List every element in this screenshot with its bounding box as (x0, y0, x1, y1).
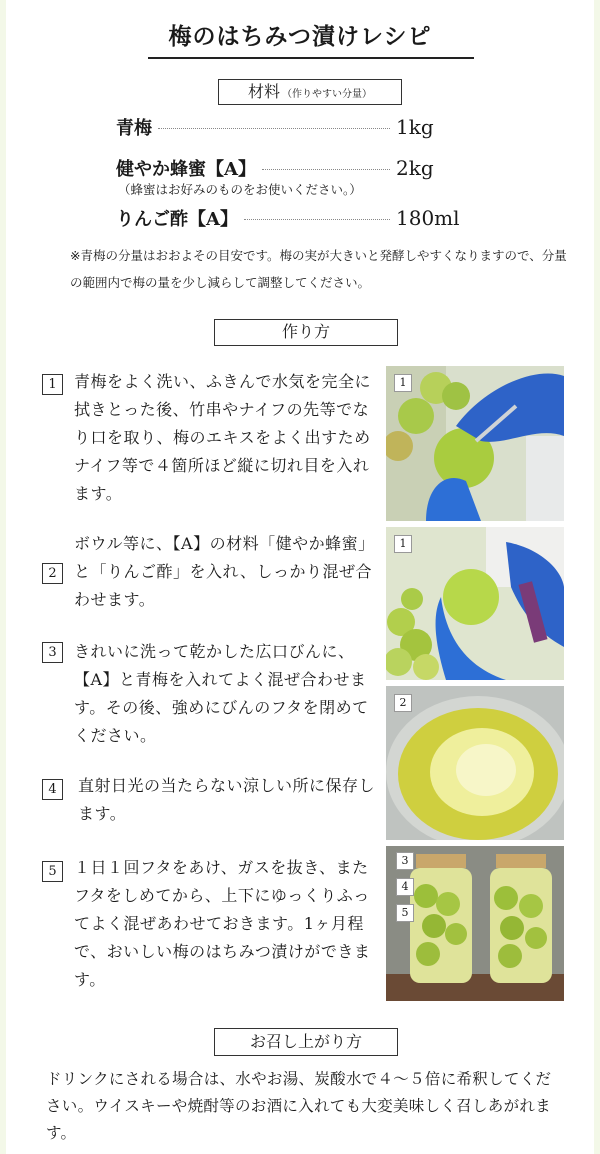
step-number: 4 (42, 779, 63, 800)
serving-heading-box (214, 1028, 398, 1056)
step-number: 3 (42, 642, 63, 663)
leader-dots (158, 128, 390, 129)
step-photo-honey-bowl (386, 686, 564, 840)
photo-label: 5 (396, 904, 414, 922)
ingredient-row (116, 155, 476, 181)
materials-heading-sub: （作りやすい分量） (282, 89, 372, 100)
photo-label: 1 (394, 374, 412, 392)
ingredient-amount: 1kg (396, 115, 434, 139)
honey-note: （蜂蜜はお好みのものをお使いください。） (118, 182, 362, 197)
serving-text: ドリンクにされる場合は、水やお湯、炭酸水で４〜５倍に希釈してください。ウイスキーや焼酎等のお酒に入れても大変美味しく召しあがれます。 (46, 1070, 552, 1142)
step-text: 直射日光の当たらない涼しい所に保存します。 (78, 776, 376, 823)
step-text: ボウル等に、【A】の材料「健やか蜂蜜」と「りんご酢」を入れ、しっかり混ぜ合わせます。 (74, 534, 372, 609)
leader-dots (244, 219, 390, 220)
step-photo-jars (386, 846, 564, 1001)
step-number: 5 (42, 861, 63, 882)
ingredient-amount: 180ml (396, 206, 460, 230)
leader-dots (262, 169, 390, 170)
method-heading: 作り方 (281, 322, 330, 341)
ingredient-amount: 2kg (396, 156, 434, 180)
page-title: 梅のはちみつ漬けレシピ (168, 23, 432, 50)
step-photo-cutting-plum (386, 366, 564, 521)
ingredient-row (116, 205, 476, 231)
step-number: 2 (42, 563, 63, 584)
ingredient-name: 健やか蜂蜜【A】 (116, 159, 256, 180)
step-photo-holding-plum (386, 527, 564, 680)
serving-heading: お召し上がり方 (249, 1032, 362, 1051)
step-number: 1 (42, 374, 63, 395)
ingredient-name: りんご酢【A】 (116, 209, 238, 230)
quantity-note: ※青梅の分量はおおよその目安です。梅の実が大きいと発酵しやすくなりますので、分量の範囲内で梅の量を少し減らして調整してください。 (70, 248, 567, 290)
step-text: きれいに洗って乾かした広口びんに、【A】と青梅を入れてよく混ぜ合わせます。その後、強めにびんのフタを閉めてください。 (74, 642, 369, 745)
photo-label: 1 (394, 535, 412, 553)
photo-label: 3 (396, 852, 414, 870)
method-heading-box (214, 319, 398, 346)
step-text: 青梅をよく洗い、ふきんで水気を完全に拭きとった後、竹串やナイフの先等でなり口を取り、梅のエキスをよく出すためナイフ等で４箇所ほど縦に切れ目を入れます。 (74, 372, 372, 503)
ingredient-row (116, 114, 476, 140)
photo-label: 2 (394, 694, 412, 712)
step-text: １日１回フタをあけ、ガスを抜き、またフタをしめてから、上下にゆっくりふってよく混ぜあわせておきます。1ヶ月程で、おいしい梅のはちみつ漬けができます。 (74, 858, 371, 989)
materials-heading-box (218, 79, 402, 105)
photo-label: 4 (396, 878, 414, 896)
title-underline (148, 57, 474, 59)
ingredient-name: 青梅 (116, 118, 152, 139)
materials-heading: 材料 (247, 82, 280, 101)
